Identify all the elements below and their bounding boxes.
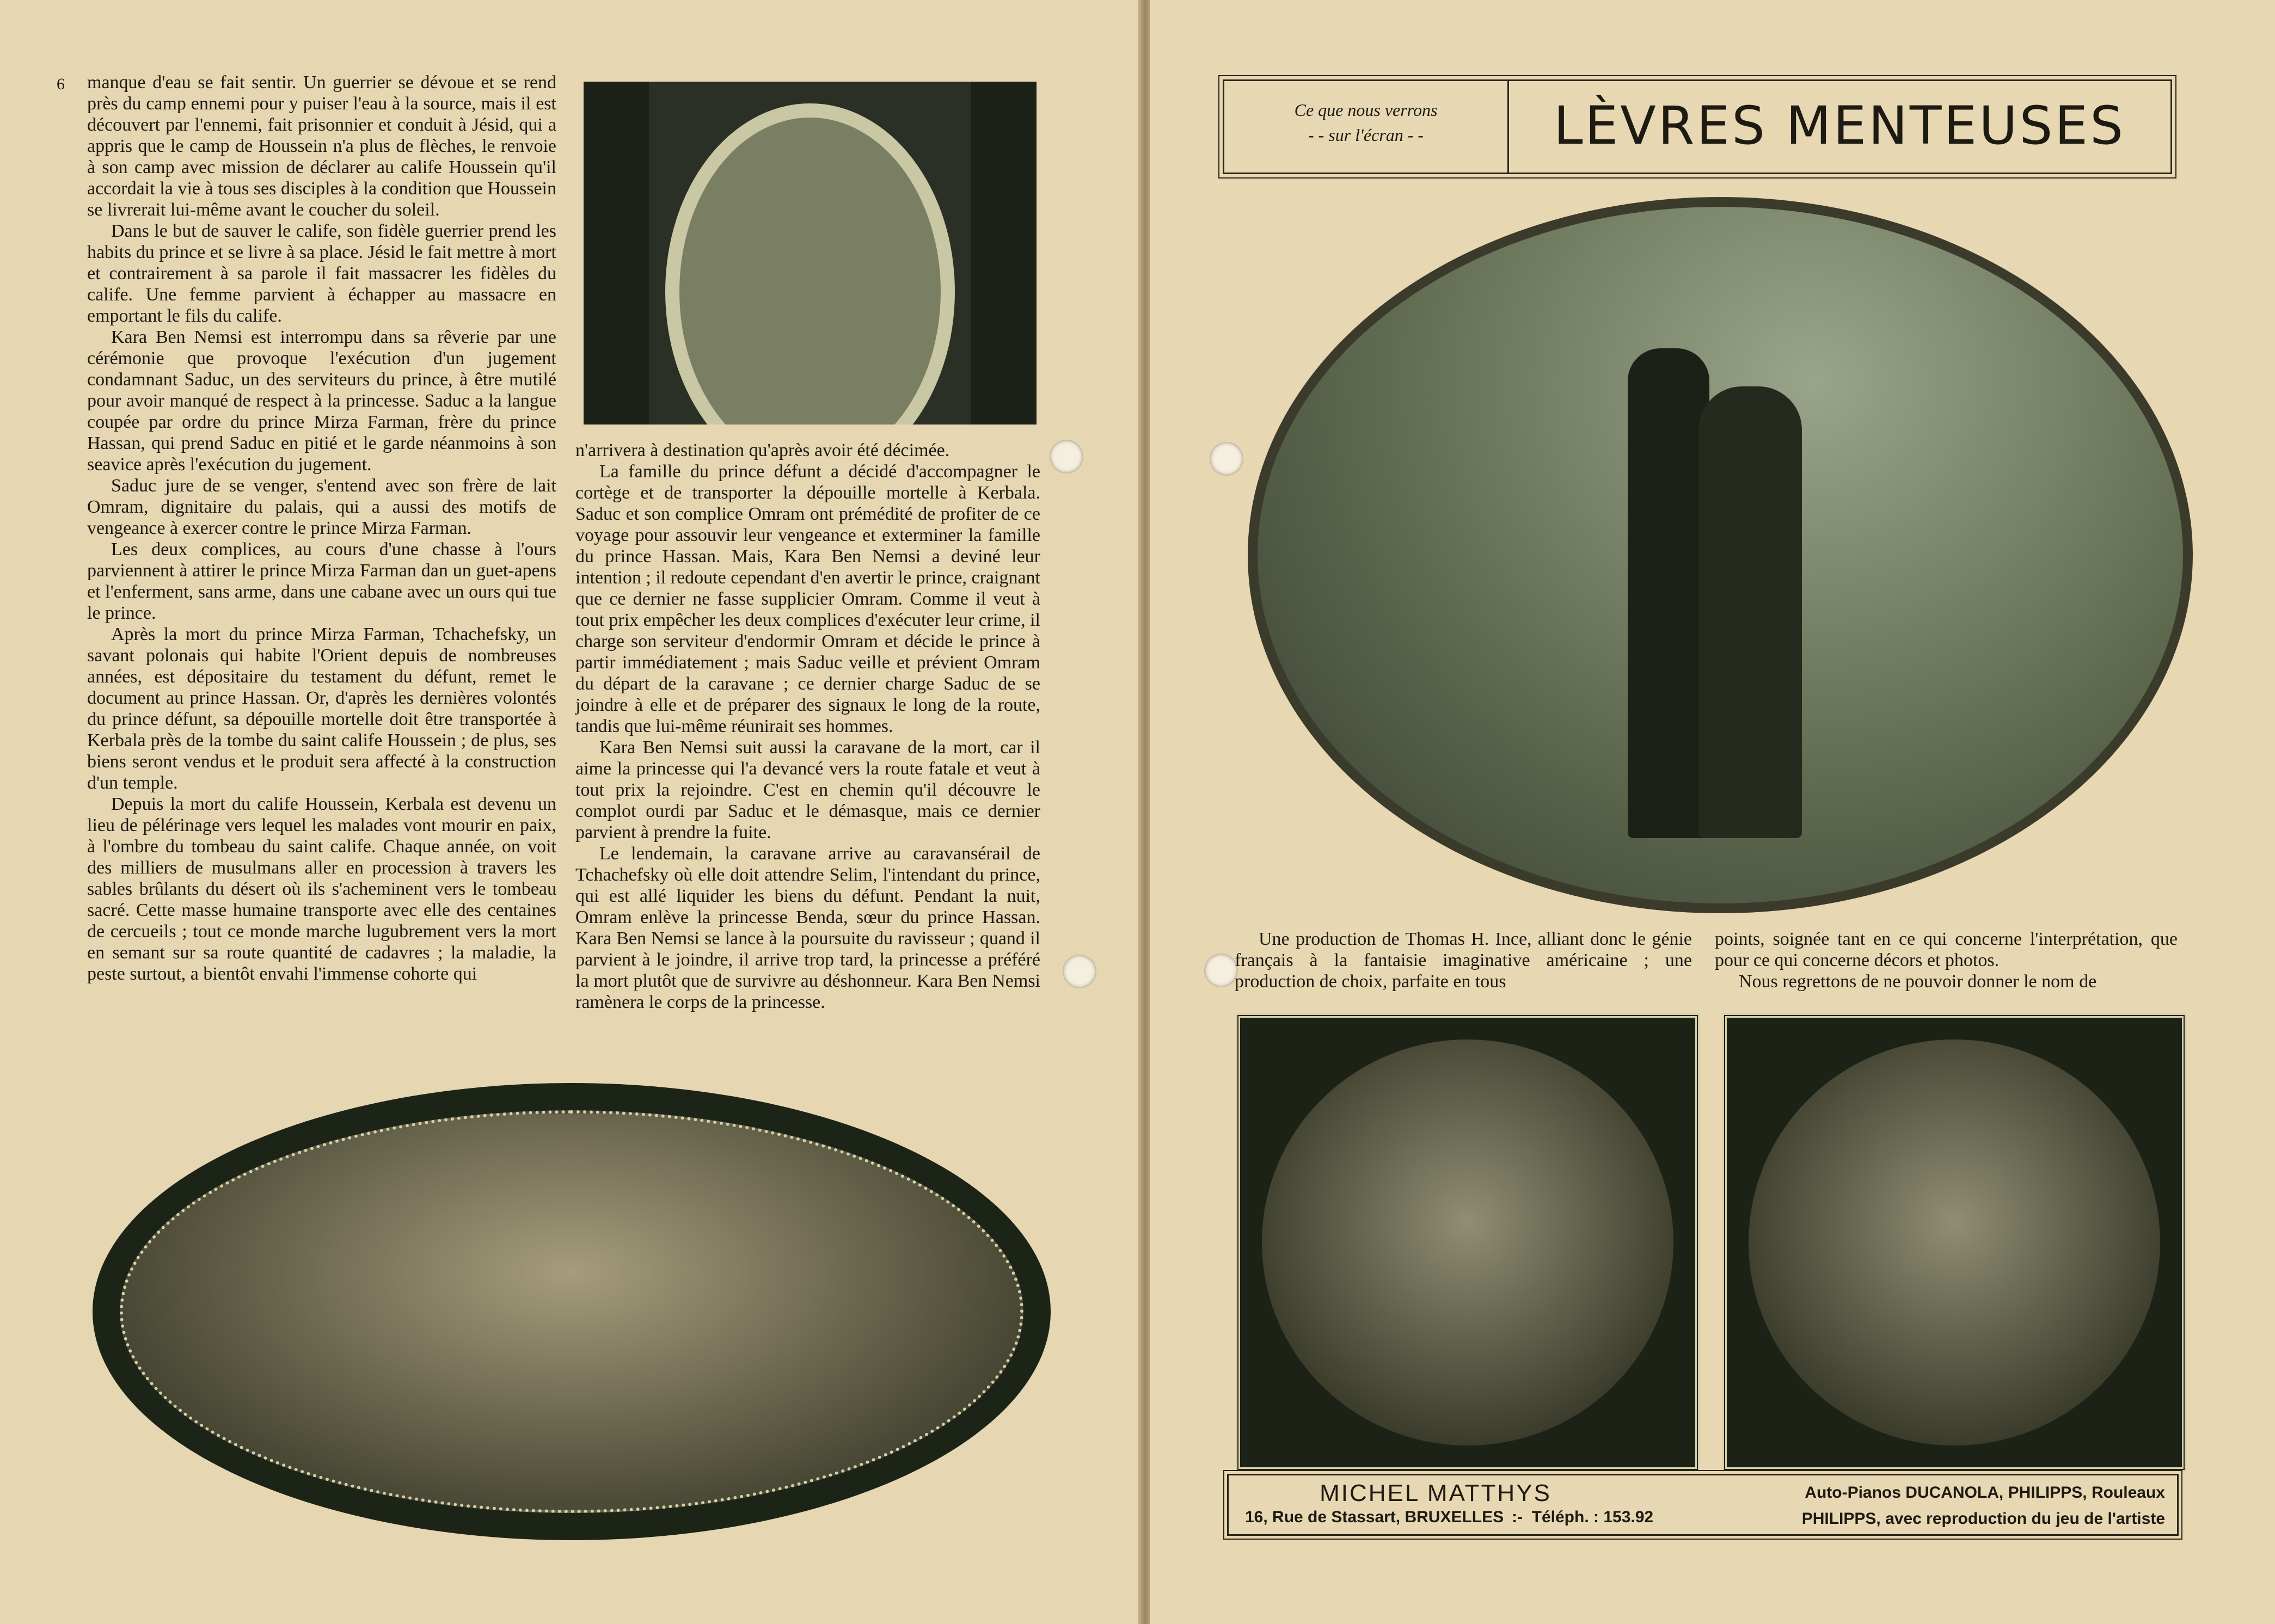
paragraph: Nous regrettons de ne pouvoir donner le nom de (1739, 971, 2097, 992)
paragraph: manque d'eau se fait sentir. Un guerrier se dévoue et se rend près du camp ennemi pour y puiser l'eau à la source, mais il est découvert par l'ennemi, fait prisonnier et conduit à Jésid, qui a appris que le camp de Houssein n'a plus de flèches, le renvoie à son camp avec mission de déclarer au calife Houssein qu'il accordait la vie à tous ses disciples à la condition que Houssein se livrerait lui-même avant le coucher du soleil. (87, 72, 556, 220)
heading-divider (1507, 81, 1509, 173)
crowd-scene-photo (98, 1088, 1045, 1535)
middle-column-text (575, 440, 1040, 1013)
article-heading (1223, 79, 2172, 174)
paragraph: Kara Ben Nemsi suit aussi la caravane de la mort, car il aime la princesse qui l'a devancé vers la route fatale et veut à tout prix la rejoindre. C'est en chemin qu'il découvre le complot ourdi par Saduc et le démasque, mais ce dernier parvient à prendre la fuite. (575, 737, 1040, 842)
palace-scene-photo (584, 82, 1037, 425)
paragraph: Les deux complices, au cours d'une chasse à l'ours parviennent à attirer le prince Mirza Farman dan un guet-apens et l'enferment, sans arme, dans une cabane avec un ours qui tue le prince. (87, 539, 556, 623)
ad-products: Auto-Pianos DUCANOLA, PHILIPPS, Rouleaux PHILIPPS, avec reproduction du jeu de l'artiste (1801, 1484, 2165, 1528)
paragraph: Dans le but de sauver le calife, son fidèle guerrier prend les habits du prince et se livre à sa place. Jésid le fait mettre à mort et contrairement à sa parole il fait massacrer les fidèles du calife. Une femme parvient à échapper au massacre en emportant le fils du calife. (87, 221, 556, 326)
paragraph: Une production de Thomas H. Ince, alliant donc le génie français à la fantaisie imaginative américaine ; une production de choix, parfaite en tous (1235, 929, 1692, 992)
paragraph: Kara Ben Nemsi est interrompu dans sa rêverie par une cérémonie que provoque l'exécution d'un jugement condamnant Saduc, un des serviteurs du prince, à être mutilé pour avoir manqué de respect à la princesse. Saduc a la langue coupée par ordre du prince Mirza Farman, frère du prince Hassan, qui prend Saduc en pitié et le garde néanmoins à son seavice après l'exécution du jugement. (87, 327, 556, 475)
left-column-text (87, 72, 556, 985)
punch-hole (1050, 440, 1083, 473)
confrontation-scene-photo (1722, 1013, 2186, 1472)
paragraph: Le lendemain, la caravane arrive au caravansérail de Tchachefsky où elle doit attendre Selim, l'intendant du prince, qui est allé liquider les biens du défunt. Pendant la nuit, Omram enlève la princesse Benda, sœur du prince Hassan. Kara Ben Nemsi se lance à la poursuite du ravisseur ; quand il parvient à le joindre, il arrive trop tard, la princesse a préféré la mort plutôt que de survivre au déshonneur. Kara Ben Nemsi ramènera le corps de la princesse. (575, 844, 1040, 1012)
paragraph: Après la mort du prince Mirza Farman, Tchachefsky, un savant polonais qui habite l'Orient depuis de nombreuses années, est dépositaire du testament du défunt, remet le document au prince Hassan. Or, d'après les dernières volontés du prince défunt, sa dépouille mortelle doit être transportée à Kerbala près de la tombe du saint calife Houssein ; de plus, ses biens seront vendus et le produit sera affecté à la construction d'un temple. (87, 624, 556, 793)
advertisement (1227, 1474, 2179, 1536)
page-number: 6 (57, 75, 65, 93)
heading-kicker: Ce que nous verrons - - sur l'écran - - (1294, 100, 1438, 145)
right-column-text-2 (1715, 928, 2178, 992)
paragraph: n'arrivera à destination qu'après avoir été décimée. (575, 440, 950, 460)
ad-address: 16, Rue de Stassart, BRUXELLES (1245, 1508, 1504, 1526)
paragraph: points, soignée tant en ce qui concerne l'interprétation, que pour ce qui concerne décors et photos. (1715, 929, 2178, 970)
paragraph: Depuis la mort du calife Houssein, Kerbala est devenu un lieu de pélérinage vers lequel les malades vont mourir en paix, à l'ombre du tombeau du saint calife. Chaque année, on voit des milliers de musulmans aller en procession à travers les sables brûlants du désert où ils s'acheminent vers le tombeau sacré. Cette masse humaine transporte avec elle des centaines de cercueils ; tout ce monde marche lugubrement vers la mort en semant sur sa route quantité de cadavres ; la maladie, la peste surtout, a bientôt envahi l'immense cohorte qui (87, 794, 556, 984)
ad-phone: :- Téléph. : 153.92 (1512, 1508, 1654, 1526)
punch-hole (1204, 954, 1238, 987)
paragraph: Saduc jure de se venger, s'entend avec son frère de lait Omram, dignitaire du palais, qui a aussi des motifs de vengeance à exercer contre le prince Mirza Farman. (87, 476, 556, 538)
article-title: LÈVRES MENTEUSES (1553, 95, 2125, 156)
ad-company-name: MICHEL MATTHYS (1320, 1480, 1552, 1506)
couple-meadow-photo (1258, 207, 2183, 903)
punch-hole (1063, 955, 1096, 988)
right-column-text-1 (1235, 928, 1692, 992)
paragraph: La famille du prince défunt a décidé d'accompagner le cortège et de transporter la dépouille mortelle à Kerbala. Saduc et son complice Omram ont prémédité de profiter de ce voyage pour assouvir leur vengeance et exterminer la famille du prince Hassan. Mais, Kara Ben Nemsi a deviné leur intention ; il redoute cependant d'en avertir le prince, craignant que ce dernier ne fasse supplicier Omram. Comme il veut à tout prix empêcher les deux complices d'exécuter leur crime, il charge son serviteur d'endormir Omram et décide le prince à partir immédiatement ; mais Saduc veille et prévient Omram du départ de la caravane ; ce dernier charge Saduc de se joindre à elle et de préparer des signaux le long de la route, tandis que lui-même réunirait ses hommes. (575, 462, 1040, 736)
punch-hole (1210, 442, 1243, 476)
embrace-scene-photo (1236, 1013, 1700, 1472)
